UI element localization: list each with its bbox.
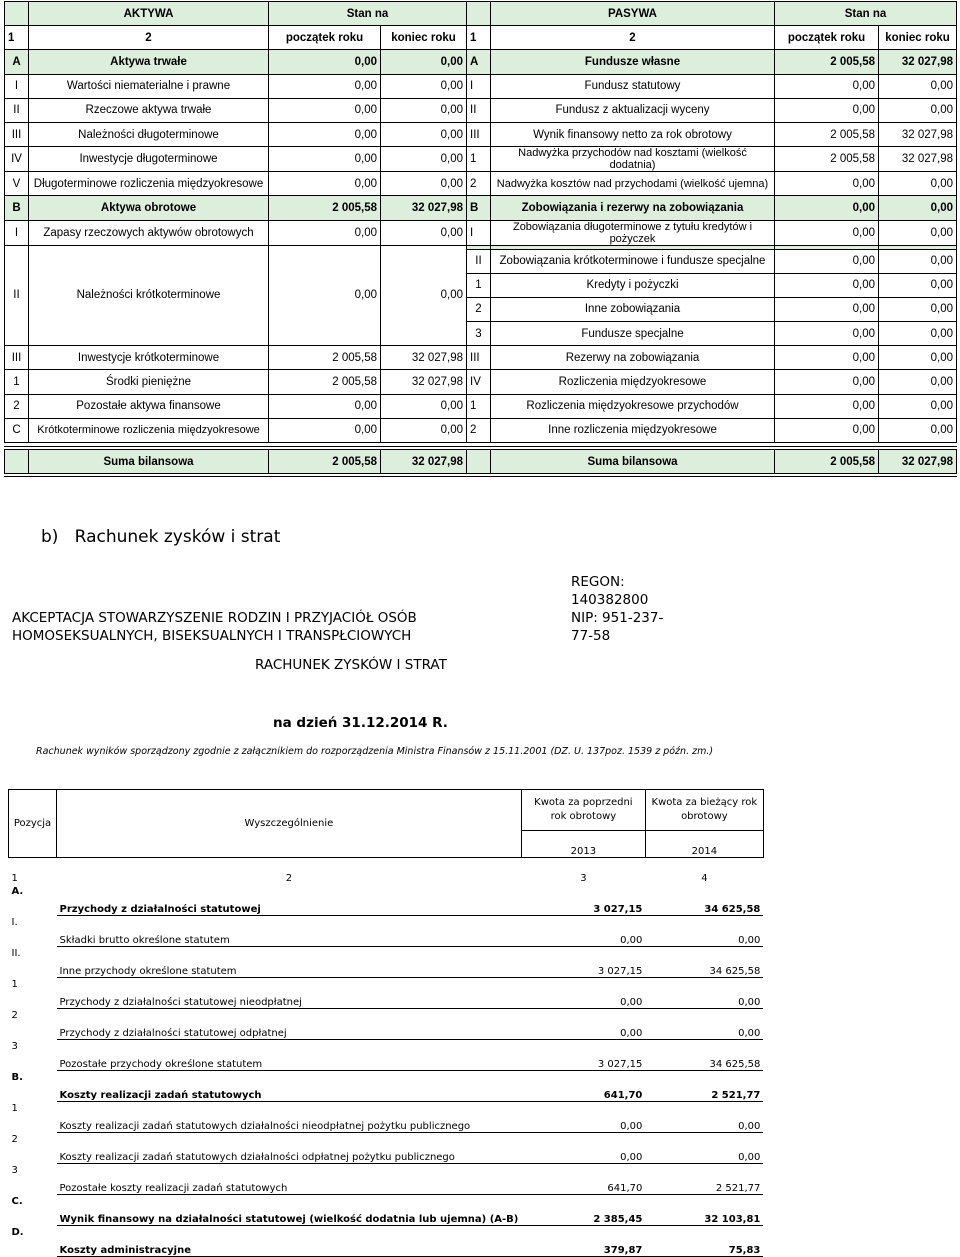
pasywa-end-value: 0,00	[879, 74, 957, 98]
aktywa-end-value: 0,00	[381, 98, 467, 122]
rzis-row	[9, 1070, 764, 1101]
curr-year: 2014	[645, 831, 763, 858]
rzis-curr-value: 34 625,58	[645, 1039, 763, 1070]
rzis-row	[9, 1008, 764, 1039]
pasywa-start-value: 0,00	[775, 297, 879, 321]
col-number: 4	[701, 873, 708, 884]
aktywa-end-value: 0,00	[381, 122, 467, 146]
rzis-position: 1	[11, 979, 18, 990]
pasywa-end-value: 0,00	[879, 273, 957, 297]
pasywa-lp: 1	[467, 147, 491, 172]
aktywa-name: Inwestycje długoterminowe	[29, 147, 269, 172]
aktywa-lp: B	[5, 196, 29, 220]
rzis-curr-value: 75,83	[645, 1225, 763, 1256]
sum-empty-cell	[5, 448, 29, 475]
balance-row	[5, 220, 957, 245]
rzis-prev-value: 3 027,15	[521, 884, 645, 915]
rzis-row	[9, 946, 764, 977]
pasywa-name: Rozliczenia międzyokresowe	[491, 370, 775, 394]
rzis-position: B.	[11, 1072, 23, 1083]
pasywa-start-value: 0,00	[775, 273, 879, 297]
pasywa-lp: A	[467, 50, 491, 74]
aktywa-lp: I	[5, 220, 29, 245]
pasywa-end-value: 0,00	[879, 418, 957, 442]
aktywa-name: Rzeczowe aktywa trwałe	[29, 98, 269, 122]
rzis-prev-value: 3 027,15	[521, 1039, 645, 1070]
rzis-curr-value: 0,00	[645, 915, 763, 946]
col-number: 1	[467, 26, 491, 50]
rzis-colnum-row	[9, 858, 764, 885]
rzis-description: Inne przychody określone statutem	[57, 946, 522, 977]
aktywa-name: Aktywa trwałe	[29, 50, 269, 74]
aktywa-name: Zapasy rzeczowych aktywów obrotowych	[29, 220, 269, 245]
balance-row	[5, 370, 957, 394]
sum-end-left: 32 027,98	[381, 448, 467, 475]
aktywa-name: Aktywa obrotowe	[29, 196, 269, 220]
suma-bilansowa-row	[5, 448, 957, 475]
aktywa-name: Należności krótkoterminowe	[29, 245, 269, 346]
pasywa-name: Inne zobowiązania	[491, 297, 775, 321]
pasywa-start-value: 0,00	[775, 322, 879, 346]
aktywa-lp: A	[5, 50, 29, 74]
rzis-description: Przychody z działalności statutowej	[57, 884, 522, 915]
pasywa-start-value: 0,00	[775, 196, 879, 220]
aktywa-end-value: 0,00	[381, 172, 467, 196]
prev-year-header: Kwota za poprzedni rok obrotowy	[521, 790, 645, 831]
rzis-curr-value: 34 625,58	[645, 884, 763, 915]
stan-na-left: Stan na	[269, 2, 467, 26]
pasywa-start-value: 0,00	[775, 172, 879, 196]
wyszczegolnienie-header: Wyszczególnienie	[57, 790, 522, 858]
pasywa-lp: II	[467, 249, 491, 273]
aktywa-start-value: 0,00	[269, 147, 381, 172]
pasywa-lp: 2	[467, 172, 491, 196]
aktywa-end-value: 32 027,98	[381, 346, 467, 370]
aktywa-lp: II	[5, 98, 29, 122]
aktywa-start-value: 0,00	[269, 74, 381, 98]
pasywa-name: Kredyty i pożyczki	[491, 273, 775, 297]
aktywa-end-value: 0,00	[381, 394, 467, 418]
rzis-description: Przychody z działalności statutowej odpłatnej	[57, 1008, 522, 1039]
rzis-description: Przychody z działalności statutowej nieodpłatnej	[57, 977, 522, 1008]
suma-bilansowa-right: Suma bilansowa	[491, 448, 775, 475]
aktywa-start-value: 0,00	[269, 50, 381, 74]
balance-row	[5, 50, 957, 74]
aktywa-name: Krótkoterminowe rozliczenia międzyokresowe	[29, 418, 269, 442]
rzis-row	[9, 1039, 764, 1070]
rzis-position: 2	[11, 1134, 18, 1145]
poczatek-roku-left: początek roku	[269, 26, 381, 50]
poczatek-roku-right: początek roku	[775, 26, 879, 50]
pasywa-lp: III	[467, 122, 491, 146]
balance-row	[5, 122, 957, 146]
rzis-position: 3	[11, 1041, 18, 1052]
rzis-description: Pozostałe koszty realizacji zadań statutowych	[57, 1163, 522, 1194]
aktywa-start-value: 0,00	[269, 394, 381, 418]
pasywa-start-value: 0,00	[775, 74, 879, 98]
pasywa-end-value: 0,00	[879, 394, 957, 418]
rzis-description: Pozostałe przychody określone statutem	[57, 1039, 522, 1070]
aktywa-end-value: 0,00	[381, 50, 467, 74]
col-number: 3	[580, 873, 587, 884]
pasywa-start-value: 2 005,58	[775, 122, 879, 146]
income-statement-table	[8, 789, 764, 1257]
sum-start-right: 2 005,58	[775, 448, 879, 475]
aktywa-start-value: 0,00	[269, 172, 381, 196]
rzis-header-row	[9, 790, 764, 831]
prev-year: 2013	[521, 831, 645, 858]
pasywa-start-value: 0,00	[775, 249, 879, 273]
balance-sheet-table	[4, 1, 957, 477]
stan-na-right: Stan na	[775, 2, 957, 26]
rzis-position: C.	[11, 1196, 23, 1207]
aktywa-name: Środki pieniężne	[29, 370, 269, 394]
pasywa-end-value: 32 027,98	[879, 122, 957, 146]
pasywa-lp: 1	[467, 394, 491, 418]
pasywa-name: Rozliczenia międzyokresowe przychodów	[491, 394, 775, 418]
aktywa-name: Pozostałe aktywa finansowe	[29, 394, 269, 418]
aktywa-end-value: 32 027,98	[381, 196, 467, 220]
aktywa-lp: 1	[5, 370, 29, 394]
rzis-title: RACHUNEK ZYSKÓW I STRAT	[255, 657, 447, 673]
aktywa-end-value: 0,00	[381, 147, 467, 172]
rzis-prev-value: 641,70	[521, 1163, 645, 1194]
rzis-position: D.	[11, 1227, 24, 1238]
balance-row	[5, 98, 957, 122]
aktywa-start-value: 0,00	[269, 98, 381, 122]
pasywa-name: Zobowiązania krótkoterminowe i fundusze specjalne	[491, 249, 775, 273]
rzis-row	[9, 1163, 764, 1194]
pasywa-start-value: 2 005,58	[775, 50, 879, 74]
aktywa-lp: I	[5, 74, 29, 98]
pasywa-name: Inne rozliczenia międzyokresowe	[491, 418, 775, 442]
rzis-row	[9, 1194, 764, 1225]
rzis-row	[9, 1101, 764, 1132]
rzis-position: 3	[11, 1165, 18, 1176]
aktywa-lp: V	[5, 172, 29, 196]
pasywa-start-value: 0,00	[775, 346, 879, 370]
rzis-description: Koszty realizacji zadań statutowych działalności nieodpłatnej pożytku publicznego	[57, 1101, 522, 1132]
aktywa-lp: 2	[5, 394, 29, 418]
rzis-prev-value: 0,00	[521, 1008, 645, 1039]
sum-end-right: 32 027,98	[879, 448, 957, 475]
pasywa-end-value: 0,00	[879, 322, 957, 346]
pasywa-lp: B	[467, 196, 491, 220]
aktywa-end-value: 32 027,98	[381, 370, 467, 394]
rzis-description: Składki brutto określone statutem	[57, 915, 522, 946]
rzis-curr-value: 0,00	[645, 1132, 763, 1163]
pasywa-name: Zobowiązania długoterminowe z tytułu kredytów i pożyczek	[491, 220, 775, 245]
rzis-prev-value: 641,70	[521, 1070, 645, 1101]
pasywa-lp: 1	[467, 273, 491, 297]
aktywa-name: Wartości niematerialne i prawne	[29, 74, 269, 98]
col-number: 1	[5, 26, 29, 50]
rzis-prev-value: 0,00	[521, 915, 645, 946]
pasywa-header: PASYWA	[491, 2, 775, 26]
aktywa-lp: C	[5, 418, 29, 442]
section-b-title: b) Rachunek zysków i strat	[41, 527, 281, 547]
pasywa-end-value: 0,00	[879, 196, 957, 220]
pasywa-end-value: 32 027,98	[879, 147, 957, 172]
rzis-curr-value: 34 625,58	[645, 946, 763, 977]
pasywa-name: Nadwyżka przychodów nad kosztami (wielkość dodatnia)	[491, 147, 775, 172]
pasywa-name: Nadwyżka kosztów nad przychodami (wielkość ujemna)	[491, 172, 775, 196]
pasywa-end-value: 32 027,98	[879, 50, 957, 74]
rzis-position: 2	[11, 1010, 18, 1021]
pasywa-name: Wynik finansowy netto za rok obrotowy	[491, 122, 775, 146]
balance-row	[5, 172, 957, 196]
rzis-position: II.	[11, 948, 21, 959]
aktywa-start-value: 0,00	[269, 122, 381, 146]
pasywa-name: Rezerwy na zobowiązania	[491, 346, 775, 370]
pozycja-header: Pozycja	[9, 790, 57, 858]
balance-row	[5, 74, 957, 98]
pasywa-lp: IV	[467, 370, 491, 394]
aktywa-start-value: 0,00	[269, 418, 381, 442]
pasywa-end-value: 0,00	[879, 370, 957, 394]
balance-row	[5, 346, 957, 370]
col-number: 2	[491, 26, 775, 50]
pasywa-lp: I	[467, 74, 491, 98]
aktywa-header: AKTYWA	[29, 2, 269, 26]
rzis-prev-value: 2 385,45	[521, 1194, 645, 1225]
regon-value: 140382800	[571, 592, 649, 608]
pasywa-lp: II	[467, 98, 491, 122]
pasywa-end-value: 0,00	[879, 172, 957, 196]
rzis-row	[9, 884, 764, 915]
balance-row	[5, 394, 957, 418]
org-name-line2: HOMOSEKSUALNYCH, BISEKSUALNYCH I TRANSPŁCIOWYCH	[12, 628, 412, 644]
aktywa-end-value: 0,00	[381, 74, 467, 98]
aktywa-end-value: 0,00	[381, 245, 467, 346]
aktywa-start-value: 2 005,58	[269, 196, 381, 220]
sum-empty-cell	[467, 448, 491, 475]
pasywa-name: Zobowiązania i rezerwy na zobowiązania	[491, 196, 775, 220]
col-number: 2	[285, 873, 293, 884]
rzis-curr-value: 2 521,77	[645, 1070, 763, 1101]
rzis-prev-value: 379,87	[521, 1225, 645, 1256]
rzis-prev-value: 0,00	[521, 1132, 645, 1163]
rzis-prev-value: 3 027,15	[521, 946, 645, 977]
pasywa-lp: I	[467, 220, 491, 245]
rzis-position: 1	[11, 1103, 18, 1114]
pasywa-lp: III	[467, 346, 491, 370]
sum-start-left: 2 005,58	[269, 448, 381, 475]
rzis-curr-value: 0,00	[645, 1008, 763, 1039]
aktywa-name: Inwestycje krótkoterminowe	[29, 346, 269, 370]
rzis-description: Koszty realizacji zadań statutowych działalności odpłatnej pożytku publicznego	[57, 1132, 522, 1163]
rzis-curr-value: 0,00	[645, 1101, 763, 1132]
pasywa-lp: 3	[467, 322, 491, 346]
nip-line1: NIP: 951-237-	[571, 610, 664, 626]
balance-header-row	[5, 2, 957, 26]
koniec-roku-right: koniec roku	[879, 26, 957, 50]
pasywa-name: Fundusz statutowy	[491, 74, 775, 98]
rzis-row	[9, 1132, 764, 1163]
aktywa-name: Należności długoterminowe	[29, 122, 269, 146]
rzis-prev-value: 0,00	[521, 1101, 645, 1132]
regulation-note: Rachunek wyników sporządzony zgodnie z załącznikiem do rozporządzenia Ministra Finansów z 15.11.2001 (DZ. U. 137poz. 1539 z późn. zm.)	[36, 746, 714, 757]
pasywa-start-value: 0,00	[775, 418, 879, 442]
rzis-row	[9, 977, 764, 1008]
pasywa-lp: 2	[467, 297, 491, 321]
aktywa-end-value: 0,00	[381, 418, 467, 442]
pasywa-end-value: 0,00	[879, 297, 957, 321]
rzis-row	[9, 1225, 764, 1256]
pasywa-name: Fundusze własne	[491, 50, 775, 74]
regon-label: REGON:	[571, 574, 625, 590]
rzis-description: Wynik finansowy na działalności statutowej (wielkość dodatnia lub ujemna) (A-B)	[57, 1194, 522, 1225]
aktywa-lp: IV	[5, 147, 29, 172]
pasywa-end-value: 0,00	[879, 346, 957, 370]
aktywa-lp: III	[5, 122, 29, 146]
rzis-description: Koszty realizacji zadań statutowych	[57, 1070, 522, 1101]
balance-row	[5, 196, 957, 220]
balance-row	[5, 147, 957, 172]
rzis-curr-value: 32 103,81	[645, 1194, 763, 1225]
balance-colnum-row	[5, 26, 957, 50]
aktywa-start-value: 0,00	[269, 245, 381, 346]
col-number: 1	[11, 873, 18, 884]
aktywa-lp: III	[5, 346, 29, 370]
pasywa-start-value: 0,00	[775, 220, 879, 245]
rzis-row	[9, 915, 764, 946]
pasywa-start-value: 2 005,58	[775, 147, 879, 172]
nip-line2: 77-58	[571, 628, 611, 644]
aktywa-name: Długoterminowe rozliczenia międzyokresowe	[29, 172, 269, 196]
pasywa-start-value: 0,00	[775, 394, 879, 418]
balance-row	[5, 418, 957, 442]
pasywa-start-value: 0,00	[775, 370, 879, 394]
koniec-roku-left: koniec roku	[381, 26, 467, 50]
aktywa-lp: II	[5, 245, 29, 346]
date-line: na dzień 31.12.2014 R.	[273, 715, 448, 731]
pasywa-name: Fundusz z aktualizacji wyceny	[491, 98, 775, 122]
pasywa-lp: 2	[467, 418, 491, 442]
rzis-curr-value: 0,00	[645, 977, 763, 1008]
rzis-position: I.	[11, 917, 18, 928]
pasywa-start-value: 0,00	[775, 98, 879, 122]
org-name-line1: AKCEPTACJA STOWARZYSZENIE RODZIN I PRZYJACIÓŁ OSÓB	[12, 610, 417, 626]
rzis-position: A.	[11, 886, 24, 897]
aktywa-end-value: 0,00	[381, 220, 467, 245]
aktywa-start-value: 0,00	[269, 220, 381, 245]
curr-year-header: Kwota za bieżący rok obrotowy	[645, 790, 763, 831]
rzis-prev-value: 0,00	[521, 977, 645, 1008]
pasywa-end-value: 0,00	[879, 98, 957, 122]
rzis-curr-value: 2 521,77	[645, 1163, 763, 1194]
pasywa-end-value: 0,00	[879, 220, 957, 245]
pasywa-name: Fundusze specjalne	[491, 322, 775, 346]
pasywa-end-value: 0,00	[879, 249, 957, 273]
aktywa-start-value: 2 005,58	[269, 370, 381, 394]
aktywa-start-value: 2 005,58	[269, 346, 381, 370]
col-number: 2	[29, 26, 269, 50]
suma-bilansowa-left: Suma bilansowa	[29, 448, 269, 475]
rzis-description: Koszty administracyjne	[57, 1225, 522, 1256]
